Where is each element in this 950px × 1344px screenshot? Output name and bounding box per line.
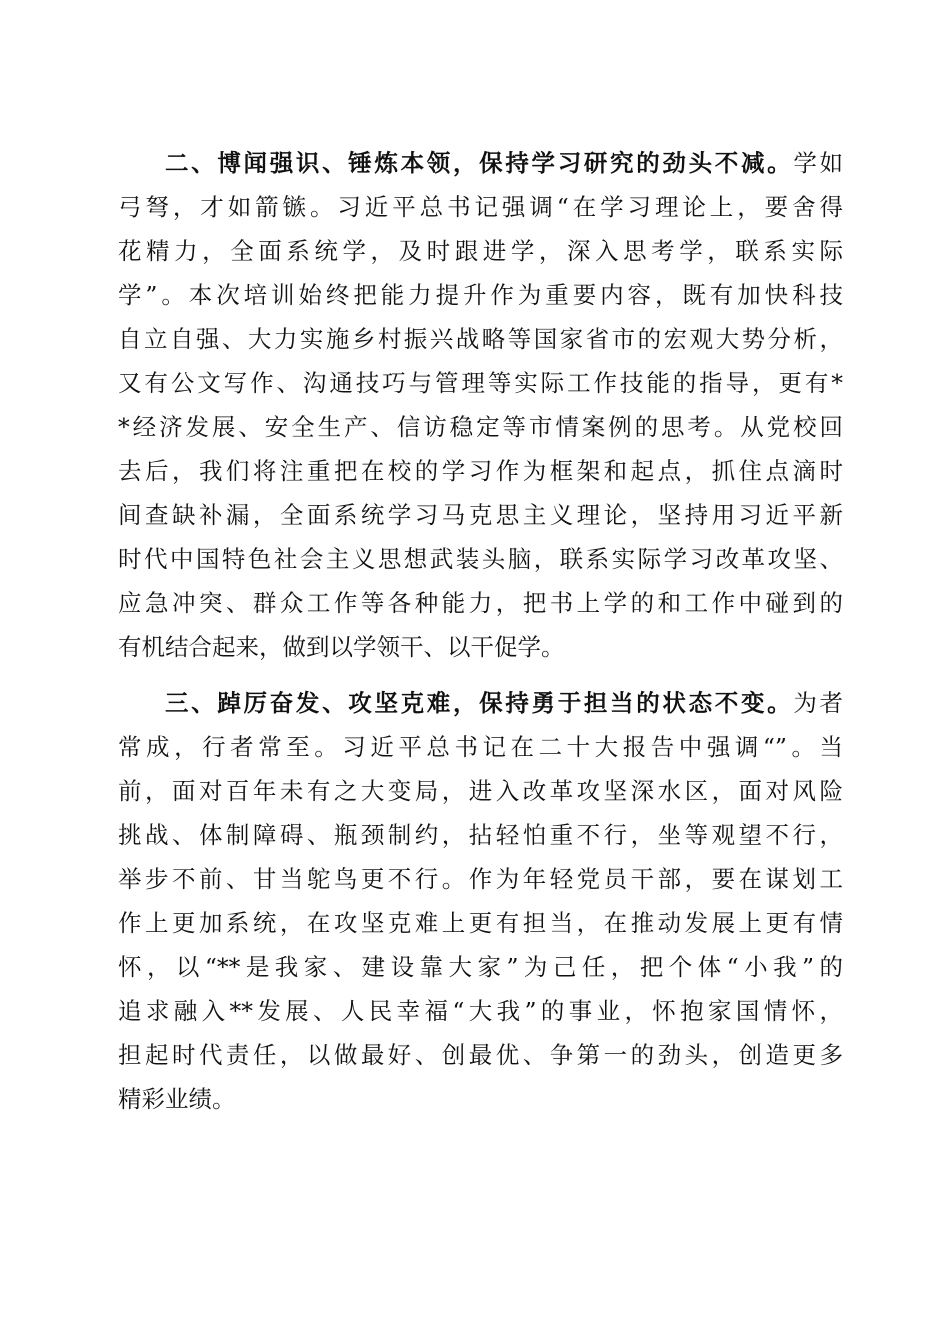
paragraph-line: 去后，我们将注重把在校的学习作为框架和起点，抓住点滴时 [118,457,843,485]
paragraph-line: 担起时代责任，以做最好、创最优、争第一的劲头，创造更多 [118,1041,843,1069]
paragraph-line: 花精力，全面系统学，及时跟进学，深入思考学，联系实际 [118,237,843,265]
paragraph-text: 为者 [793,689,844,717]
paragraph-line: *经济发展、安全生产、信访稳定等市情案例的思考。从党校回 [118,413,843,441]
paragraph-line: 追求融入**发展、人民幸福“大我”的事业，怀抱家国情怀， [118,997,843,1025]
paragraph-line: 怀，以“**是我家、建设靠大家”为己任，把个体“小我”的 [118,953,843,981]
paragraph-line: 前，面对百年未有之大变局，进入改革攻坚深水区，面对风险 [118,777,843,805]
paragraph-line: 常成，行者常至。习近平总书记在二十大报告中强调“”。当 [118,733,843,761]
paragraph-last-line: 精彩业绩。 [118,1085,236,1113]
paragraph-2 [118,141,843,669]
paragraph-line: 作上更加系统，在攻坚克难上更有担当，在推动发展上更有情 [118,909,843,937]
paragraph-heading: 三、踔厉奋发、攻坚克难，保持勇于担当的状态不变。 [165,689,794,717]
paragraph-line: 又有公文写作、沟通技巧与管理等实际工作技能的指导，更有* [118,369,843,397]
paragraph-3 [118,681,843,1121]
paragraph-line: 举步不前、甘当鸵鸟更不行。作为年轻党员干部，要在谋划工 [118,865,843,893]
paragraph-first-line [118,141,843,185]
paragraph-line: 应急冲突、群众工作等各种能力，把书上学的和工作中碰到的 [118,589,843,617]
paragraph-last-line: 有机结合起来，做到以学领干、以干促学。 [118,633,565,661]
paragraph-line: 间查缺补漏，全面系统学习马克思主义理论，坚持用习近平新 [118,501,843,529]
paragraph-line: 挑战、体制障碍、瓶颈制约，拈轻怕重不行，坐等观望不行， [118,821,843,849]
paragraph-line: 自立自强、大力实施乡村振兴战略等国家省市的宏观大势分析， [118,325,843,353]
paragraph-line: 弓弩，才如箭镞。习近平总书记强调“在学习理论上，要舍得 [118,193,843,221]
paragraph-line: 学”。本次培训始终把能力提升作为重要内容，既有加快科技 [118,281,843,309]
paragraph-first-line [118,681,843,725]
paragraph-heading: 二、博闻强识、锤炼本领，保持学习研究的劲头不减。 [165,149,794,177]
paragraph-line: 时代中国特色社会主义思想武装头脑，联系实际学习改革攻坚、 [118,545,843,573]
paragraph-text: 学如 [793,149,844,177]
